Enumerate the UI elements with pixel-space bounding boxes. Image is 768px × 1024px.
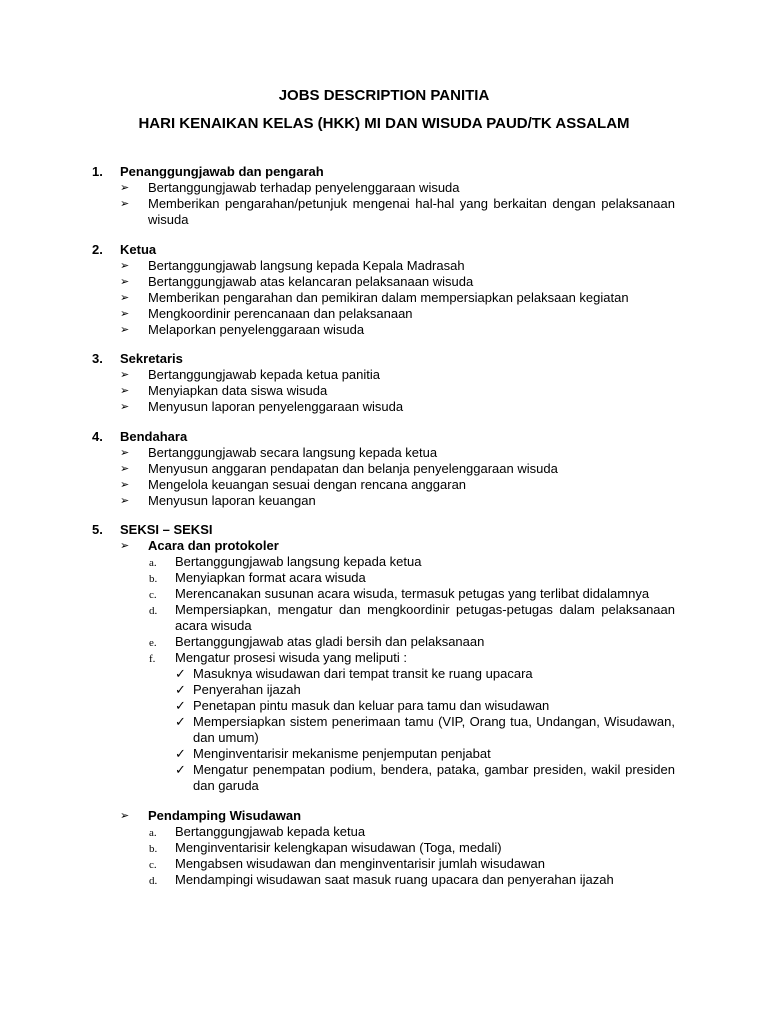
- list-item-text: Penetapan pintu masuk dan keluar para tamu dan wisudawan: [193, 698, 550, 713]
- item-letter: b.: [149, 843, 158, 855]
- checkmark-icon: ✓: [175, 698, 186, 713]
- item-letter: d.: [149, 605, 158, 617]
- section-penanggungjawab: [0, 164, 768, 228]
- section-number: 2.: [92, 241, 103, 257]
- list-item-text: Bertanggungjawab langsung kepada Kepala Madrasah: [148, 257, 465, 273]
- list-item-text: Mendampingi wisudawan saat masuk ruang upacara dan penyerahan ijazah: [175, 872, 614, 887]
- subsection-title: Pendamping Wisudawan: [148, 808, 302, 823]
- section-title: Bendahara: [120, 428, 188, 444]
- list-item: [0, 290, 768, 306]
- checkmark-icon: ✓: [175, 666, 186, 681]
- arrow-bullet-icon: ➢: [120, 259, 130, 272]
- checkmark-icon: ✓: [175, 746, 186, 761]
- arrow-bullet-icon: ➢: [120, 275, 130, 288]
- lettered-item: [0, 650, 768, 666]
- arrow-bullet-icon: ➢: [120, 323, 130, 336]
- document-content: [0, 164, 768, 902]
- checklist-item: [0, 714, 768, 746]
- lettered-item: [0, 872, 768, 888]
- arrow-bullet-icon: ➢: [120, 478, 130, 491]
- list-item-text: Menginventarisir mekanisme penjemputan penjabat: [193, 746, 491, 761]
- section-seksi: [0, 522, 768, 888]
- section-title: Penanggungjawab dan pengarah: [120, 164, 324, 179]
- list-item-text: Mengatur penempatan podium, bendera, pataka, gambar presiden, wakil presiden dan garuda: [193, 762, 675, 793]
- list-item-text: Mengelola keuangan sesuai dengan rencana anggaran: [148, 476, 467, 492]
- lettered-item: [0, 856, 768, 872]
- section-title: Ketua: [120, 241, 157, 257]
- checklist-item: [0, 746, 768, 762]
- section-number: 4.: [92, 428, 103, 444]
- list-item: [0, 399, 768, 415]
- arrow-bullet-icon: ➢: [120, 494, 130, 507]
- list-item: [0, 322, 768, 338]
- list-item-text: Menyiapkan data siswa wisuda: [148, 383, 328, 398]
- subsection-title: Acara dan protokoler: [148, 538, 279, 553]
- section-bendahara: [0, 429, 768, 509]
- lettered-item: [0, 602, 768, 634]
- list-item-text: Masuknya wisudawan dari tempat transit ke ruang upacara: [193, 666, 533, 681]
- list-item: [0, 180, 768, 196]
- list-item-text: Melaporkan penyelenggaraan wisuda: [148, 321, 365, 337]
- section-title: SEKSI – SEKSI: [120, 522, 213, 537]
- checklist-item: [0, 698, 768, 714]
- list-item-text: Mempersiapkan, mengatur dan mengkoordinir petugas-petugas dalam pelaksanaan acara wisuda: [175, 602, 675, 633]
- list-item-text: Bertanggungjawab kepada ketua panitia: [148, 367, 381, 382]
- list-item: [0, 367, 768, 383]
- item-letter: a.: [149, 827, 157, 839]
- item-letter: d.: [149, 875, 158, 887]
- list-item-text: Bertanggungjawab terhadap penyelenggaraan wisuda: [148, 180, 460, 195]
- list-item-text: Bertanggungjawab atas kelancaran pelaksanaan wisuda: [148, 273, 474, 289]
- list-item: [0, 196, 768, 228]
- item-letter: e.: [149, 637, 157, 649]
- item-letter: a.: [149, 557, 157, 569]
- list-item-text: Penyerahan ijazah: [193, 682, 301, 697]
- list-item: [0, 383, 768, 399]
- checkmark-icon: ✓: [175, 714, 186, 729]
- list-item-text: Mengatur prosesi wisuda yang meliputi :: [175, 650, 407, 665]
- document-title: JOBS DESCRIPTION PANITIA: [278, 87, 490, 104]
- arrow-bullet-icon: ➢: [120, 385, 130, 397]
- list-item-text: Bertanggungjawab secara langsung kepada ketua: [148, 444, 438, 460]
- subsection-heading: [0, 808, 768, 824]
- arrow-bullet-icon: ➢: [120, 462, 130, 475]
- checkmark-icon: ✓: [175, 762, 186, 777]
- section-ketua: [0, 242, 768, 338]
- arrow-bullet-icon: ➢: [120, 446, 130, 459]
- lettered-item: [0, 586, 768, 602]
- section-title: Sekretaris: [120, 351, 183, 366]
- item-letter: c.: [149, 859, 157, 871]
- arrow-bullet-icon: ➢: [120, 198, 130, 210]
- list-item-text: Memberikan pengarahan dan pemikiran dalam mempersiapkan pelaksaan kegiatan: [148, 289, 629, 305]
- section-sekretaris: [0, 351, 768, 415]
- list-item: [0, 274, 768, 290]
- checkmark-icon: ✓: [175, 682, 186, 697]
- list-item: [0, 445, 768, 461]
- list-item-text: Menyusun laporan keuangan: [148, 492, 316, 508]
- document-subtitle: HARI KENAIKAN KELAS (HKK) MI DAN WISUDA PAUD/TK ASSALAM: [138, 115, 630, 132]
- list-item-text: Memberikan pengarahan/petunjuk mengenai hal-hal yang berkaitan dengan pelaksanaan wisuda: [148, 196, 675, 227]
- arrow-bullet-icon: ➢: [120, 540, 130, 552]
- list-item-text: Bertanggungjawab langsung kepada ketua: [175, 554, 422, 569]
- section-number: 3.: [92, 351, 103, 366]
- list-item-text: Bertanggungjawab kepada ketua: [175, 824, 366, 839]
- list-item: [0, 306, 768, 322]
- lettered-item: [0, 824, 768, 840]
- arrow-bullet-icon: ➢: [120, 291, 130, 304]
- list-item-text: Mengabsen wisudawan dan menginventarisir jumlah wisudawan: [175, 856, 545, 871]
- list-item: [0, 461, 768, 477]
- arrow-bullet-icon: ➢: [120, 182, 130, 194]
- arrow-bullet-icon: ➢: [120, 401, 130, 413]
- arrow-bullet-icon: ➢: [120, 369, 130, 381]
- list-item-text: Merencanakan susunan acara wisuda, termasuk petugas yang terlibat didalamnya: [175, 586, 650, 601]
- list-item-text: Menyusun laporan penyelenggaraan wisuda: [148, 399, 404, 414]
- list-item-text: Bertanggungjawab atas gladi bersih dan pelaksanaan: [175, 634, 485, 649]
- section-number: 5.: [92, 522, 103, 537]
- list-item-text: Menyusun anggaran pendapatan dan belanja penyelenggaraan wisuda: [148, 460, 558, 476]
- section-number: 1.: [92, 164, 103, 179]
- list-item: [0, 258, 768, 274]
- list-item: [0, 493, 768, 509]
- lettered-item: [0, 840, 768, 856]
- arrow-bullet-icon: ➢: [120, 810, 130, 822]
- item-letter: c.: [149, 589, 157, 601]
- list-item-text: Mengkoordinir perencanaan dan pelaksanaan: [148, 305, 413, 321]
- lettered-item: [0, 554, 768, 570]
- subsection-heading: [0, 538, 768, 554]
- list-item: [0, 477, 768, 493]
- checklist-item: [0, 762, 768, 794]
- list-item-text: Mempersiapkan sistem penerimaan tamu (VIP, Orang tua, Undangan, Wisudawan, dan umum): [193, 714, 675, 745]
- lettered-item: [0, 634, 768, 650]
- arrow-bullet-icon: ➢: [120, 307, 130, 320]
- checklist-item: [0, 666, 768, 682]
- checklist-item: [0, 682, 768, 698]
- list-item-text: Menyiapkan format acara wisuda: [175, 570, 366, 585]
- list-item-text: Menginventarisir kelengkapan wisudawan (Toga, medali): [175, 840, 502, 855]
- lettered-item: [0, 570, 768, 586]
- item-letter: f.: [149, 653, 156, 665]
- item-letter: b.: [149, 573, 158, 585]
